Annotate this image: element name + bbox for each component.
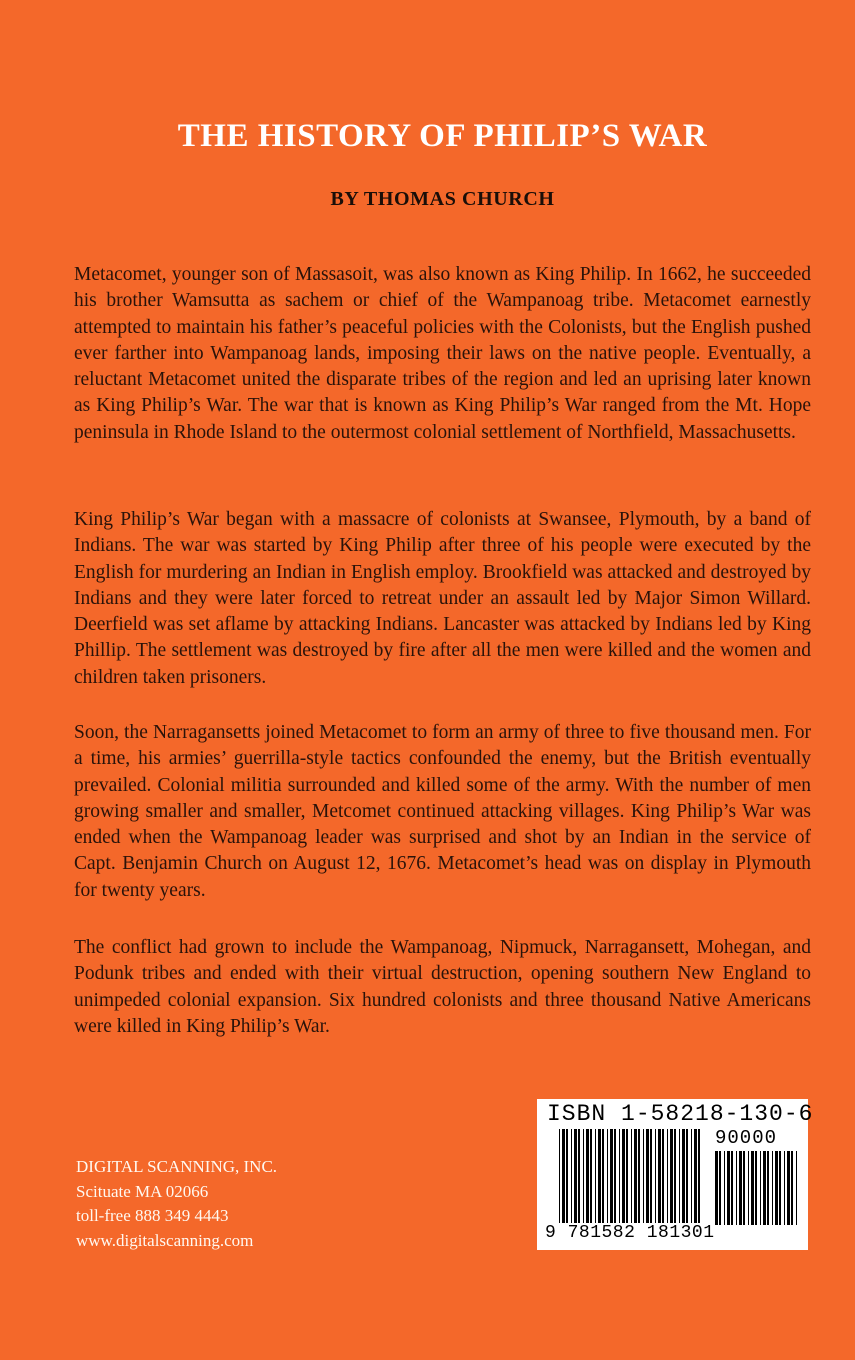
synopsis-paragraph: King Philip’s War began with a massacre of colonists at Swansee, Plymouth, by a band of Indians. The war was started by King Philip after three of his people were executed by the English for murdering an Indian in English employ. Brookfield was attacked and destroyed by Indians and they were later forced to retreat under an assault led by Major Simon Willard. Deerfield was set aflame by attacking Indians. Lancaster was attacked by Indians led by King Phillip. The settlement was destroyed by fire after all the men were killed and the women and children taken prisoners. bbox=[74, 509, 811, 688]
publisher-info bbox=[76, 1155, 277, 1253]
publisher-address: Scituate MA 02066 bbox=[76, 1181, 209, 1201]
synopsis-paragraph: The conflict had grown to include the Wampanoag, Nipmuck, Narragansett, Mohegan, and Podunk tribes and ended with their virtual destruction, opening southern New England to unimpeded colonial expansion. Six hundred colonists and three thousand Native Americans were killed in King Philip’s War. bbox=[74, 937, 811, 1037]
publisher-name: DIGITAL SCANNING, INC. bbox=[76, 1157, 278, 1176]
barcode-digits: 9 781582 181301 bbox=[545, 1223, 715, 1243]
isbn-number: ISBN 1-58218-130-6 bbox=[547, 1101, 814, 1127]
book-author: BY THOMAS CHURCH bbox=[330, 188, 555, 210]
synopsis-paragraph: Metacomet, younger son of Massasoit, was also known as King Philip. In 1662, he succeeded his brother Wamsutta as sachem or chief of the Wampanoag tribe. Metacomet earnestly attempted to maintain his father’s peaceful policies with the Colonists, but the English pushed ever farther into Wampanoag lands, imposing their laws on the native people. Eventually, a reluctant Metacomet united the disparate tribes of the region and led an uprising later known as King Philip’s War. The war that is known as King Philip’s War ranged from the Mt. Hope peninsula in Rhode Island to the outermost colonial settlement of Northfield, Massachusetts. bbox=[74, 264, 811, 443]
barcode-addon-bars-icon bbox=[715, 1151, 799, 1225]
synopsis-paragraph: Soon, the Narragansetts joined Metacomet to form an army of three to five thousand men. For a time, his armies’ guerrilla-style tactics confounded the enemy, but the British eventually prevailed. Colonial militia surrounded and killed some of the army. With the number of men growing smaller and smaller, Metcomet continued attacking villages. King Philip’s War was ended when the Wampanoag leader was surprised and shot by an Indian in the service of Capt. Benjamin Church on August 12, 1676. Metacomet’s head was on display in Plymouth for twenty years. bbox=[74, 722, 811, 901]
book-title: THE HISTORY OF PHILIP’S WAR bbox=[177, 118, 708, 154]
publisher-phone: toll-free 888 349 4443 bbox=[76, 1206, 229, 1225]
isbn-barcode bbox=[537, 1099, 814, 1250]
barcode-price-code: 90000 bbox=[715, 1127, 778, 1149]
publisher-website: www.digitalscanning.com bbox=[76, 1230, 254, 1250]
